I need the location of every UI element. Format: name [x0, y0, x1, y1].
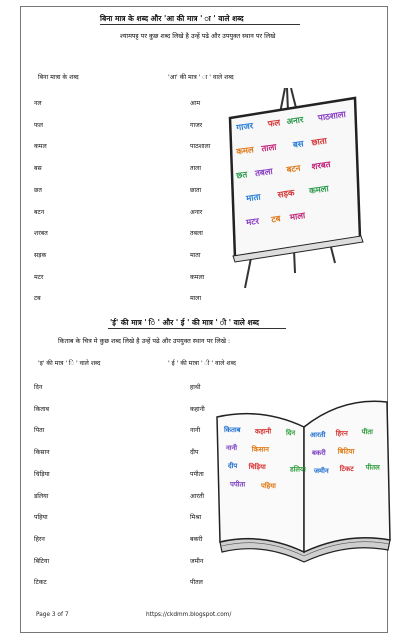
word-item: हाथी — [190, 384, 201, 391]
word-item: माता — [190, 251, 201, 259]
book-word: पीता — [361, 427, 373, 436]
word-item: गाजर — [190, 121, 203, 129]
word-item: कमल — [34, 143, 47, 151]
board-word: गाजर — [235, 121, 254, 134]
book-word: दिन — [286, 429, 296, 438]
book-word: टिकट — [339, 465, 354, 474]
easel-board-illustration — [225, 88, 375, 288]
board-word: फल — [267, 118, 281, 130]
word-item: दिन — [34, 384, 43, 391]
book-word: नानी — [226, 444, 238, 453]
word-item: बस — [34, 165, 42, 173]
word-item: डलिया — [34, 492, 49, 500]
word-item: चिड़िया — [34, 470, 50, 478]
word-item: ताला — [190, 165, 201, 173]
word-item: पहिया — [34, 514, 48, 522]
word-item: किताब — [34, 405, 50, 413]
board-word: कमल — [235, 145, 255, 158]
board-word: मटर — [245, 216, 260, 229]
board-word: अनार — [285, 115, 305, 128]
section2-instruction: किताब के चित्र मे कुछ शब्द लिखे है उन्हें पढे और उपयुक्त स्थान पर लिखे : — [58, 337, 231, 345]
board-word: सड़क — [277, 188, 296, 201]
book-word: पपीता — [230, 480, 246, 489]
word-item: नानी — [190, 427, 201, 435]
board-word: माला — [289, 211, 306, 224]
book-word: कहानी — [255, 427, 272, 436]
board-word: माता — [245, 192, 262, 205]
section2-col1-header: 'इ' की मात्र ' ि ' वाले शब्द — [38, 360, 101, 367]
word-item: बकरी — [190, 535, 203, 543]
word-item: आम — [190, 100, 201, 107]
book-right-page — [304, 401, 390, 552]
word-item: शरबत — [34, 230, 48, 238]
board-word: तबला — [254, 166, 274, 180]
word-item: कमला — [190, 273, 205, 281]
word-item: माला — [190, 295, 202, 303]
section2-title-underline — [108, 328, 286, 329]
word-item: मटर — [34, 273, 44, 281]
board-word: टब — [270, 214, 282, 226]
word-item: जमीन — [190, 557, 204, 565]
word-item: कहानी — [190, 405, 205, 413]
word-item: छत — [34, 186, 42, 194]
board-word: छाता — [311, 136, 328, 149]
open-book-illustration — [212, 392, 397, 567]
word-item: हिरन — [34, 535, 45, 543]
board-word: कमला — [308, 184, 330, 197]
word-item: सड़क — [34, 251, 47, 259]
word-item: अनार — [190, 208, 203, 216]
word-item: आरती — [190, 492, 204, 500]
word-item: मिश्रा — [190, 514, 202, 522]
word-item: पपीता — [190, 470, 204, 478]
section1-col1-header: बिना मात्रा के शब्द — [38, 74, 79, 81]
book-word: किताब — [224, 426, 241, 434]
section2-col2-header: ' ई ' की मात्रा ' ी ' वाले शब्द — [168, 360, 236, 367]
word-item: छाता — [190, 186, 202, 194]
board-word: छत — [235, 170, 248, 182]
book-word: चिड़िया — [248, 463, 266, 472]
word-item: टब — [34, 295, 41, 303]
section1-col2-header: 'आ' की मात्र ' ा ' वाले शब्द — [168, 74, 234, 81]
book-word: पहिया — [261, 481, 276, 490]
section1-title-underline — [100, 24, 300, 25]
word-item: पाठशाला — [190, 143, 211, 151]
book-word: जमीन — [314, 466, 329, 475]
board-word: शरबत — [311, 159, 332, 173]
section1-title: बिना मात्र के शब्द और 'आ की मात्र ' ा ' वाले शब्द — [100, 14, 244, 23]
board-word: बटन — [285, 163, 302, 176]
word-item: फल — [34, 121, 43, 129]
word-item: नल — [34, 100, 42, 107]
board-word: पाठशाला — [317, 109, 347, 124]
book-word: आरती — [310, 431, 326, 439]
section1-instruction: श्यामपट्ट पर कुछ शब्द लिखे है उन्हें पढे और उपयुक्त स्थान पर लिखे — [120, 32, 276, 40]
book-word: पीतल — [365, 463, 380, 472]
book-word: दीप — [228, 462, 238, 471]
book-word: डलिया — [290, 465, 306, 474]
book-word: किसान — [251, 445, 269, 454]
book-word: बकरी — [312, 448, 326, 457]
word-item: तबला — [190, 230, 203, 238]
book-word: बिटिया — [337, 447, 355, 456]
footer-page-number: Page 3 of 7 — [36, 612, 69, 618]
word-item: बटन — [34, 208, 45, 216]
board-word: बस — [292, 139, 305, 151]
word-item: बिटिया — [34, 557, 50, 565]
word-item: पीतल — [190, 579, 203, 587]
footer-url: https://ckdmm.blogspot.com/ — [146, 612, 232, 618]
board-word: ताला — [260, 142, 278, 155]
word-item: दीप — [190, 449, 199, 457]
section2-title: 'ई' की मात्र ' ि ' और ' ई ' की मात्र ' ी ' वाले शब्द — [110, 318, 260, 327]
book-word: हिरन — [335, 429, 348, 438]
word-item: किसान — [34, 449, 50, 457]
word-item: टिकट — [34, 579, 47, 587]
word-item: पिता — [34, 427, 45, 435]
